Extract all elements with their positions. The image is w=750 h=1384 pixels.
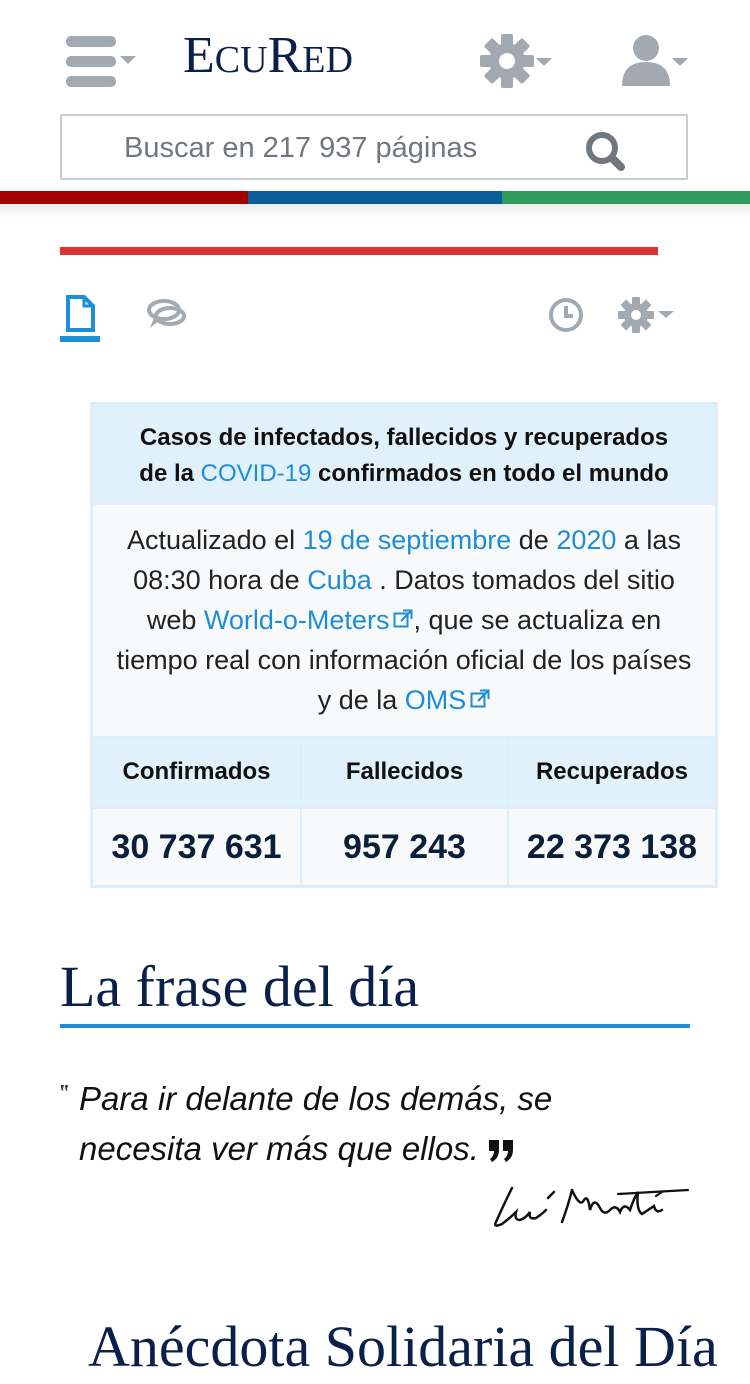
menu-button[interactable] [62, 34, 140, 90]
header-confirmados: Confirmados [93, 739, 300, 805]
talk-icon [144, 296, 188, 336]
section-underline [60, 1024, 690, 1028]
user-menu-button[interactable] [618, 32, 694, 90]
year-link[interactable]: 2020 [556, 525, 617, 555]
page-options-button[interactable] [618, 296, 680, 334]
date-link[interactable]: 19 de septiembre [302, 525, 512, 555]
author-signature [490, 1180, 690, 1232]
user-icon [618, 32, 694, 90]
open-quote-icon: ‟ [60, 1082, 69, 1102]
history-button[interactable] [547, 296, 585, 334]
search-icon[interactable] [582, 130, 630, 172]
page-title-underline [60, 247, 658, 255]
quote-text: Para ir delante de los demás, se necesita ver más que ellos. [79, 1080, 553, 1167]
oms-link[interactable]: OMS [405, 685, 491, 715]
value-confirmados: 30 737 631 [93, 809, 300, 885]
value-fallecidos: 957 243 [302, 809, 507, 885]
tab-talk[interactable] [144, 296, 188, 336]
covid-title-line1: Casos de infectados, fallecidos y recuperados [139, 424, 669, 451]
active-tab-indicator [60, 336, 100, 342]
section-title-frase: La frase del día [60, 954, 420, 1019]
gear-icon [478, 32, 558, 90]
header-color-bar [0, 191, 750, 204]
external-link-icon [470, 689, 490, 709]
covid-title-line2: de la COVID-19 confirmados en todo el mundo [139, 460, 669, 487]
gear-icon [618, 296, 680, 334]
site-logo[interactable]: ECURED [183, 27, 353, 84]
value-recuperados: 22 373 138 [509, 809, 715, 885]
search-box[interactable] [60, 114, 688, 180]
worldometers-link[interactable]: World-o-Meters [204, 605, 414, 635]
section-title-anecdota: Anécdota Solidaria del Día [88, 1314, 718, 1379]
article-icon [60, 294, 100, 334]
settings-button[interactable] [478, 32, 558, 90]
close-quote-icon [487, 1138, 517, 1164]
search-input[interactable] [124, 130, 564, 166]
header-fallecidos: Fallecidos [302, 739, 507, 805]
history-icon [547, 296, 585, 334]
header-shadow [0, 204, 750, 218]
tab-article[interactable] [60, 294, 100, 342]
cuba-link[interactable]: Cuba [307, 565, 372, 595]
header-recuperados: Recuperados [509, 739, 715, 805]
menu-icon [62, 34, 140, 90]
covid-19-link[interactable]: COVID-19 [200, 460, 312, 487]
covid-box-title [93, 405, 715, 505]
covid-update-info: Actualizado el 19 de septiembre de 2020 a las 08:30 hora de Cuba . Datos tomados del sitio web World-o-Meters , que se actualiza en tiempo real con información oficial de los países y de la OMS [93, 508, 715, 736]
external-link-icon [393, 609, 413, 629]
